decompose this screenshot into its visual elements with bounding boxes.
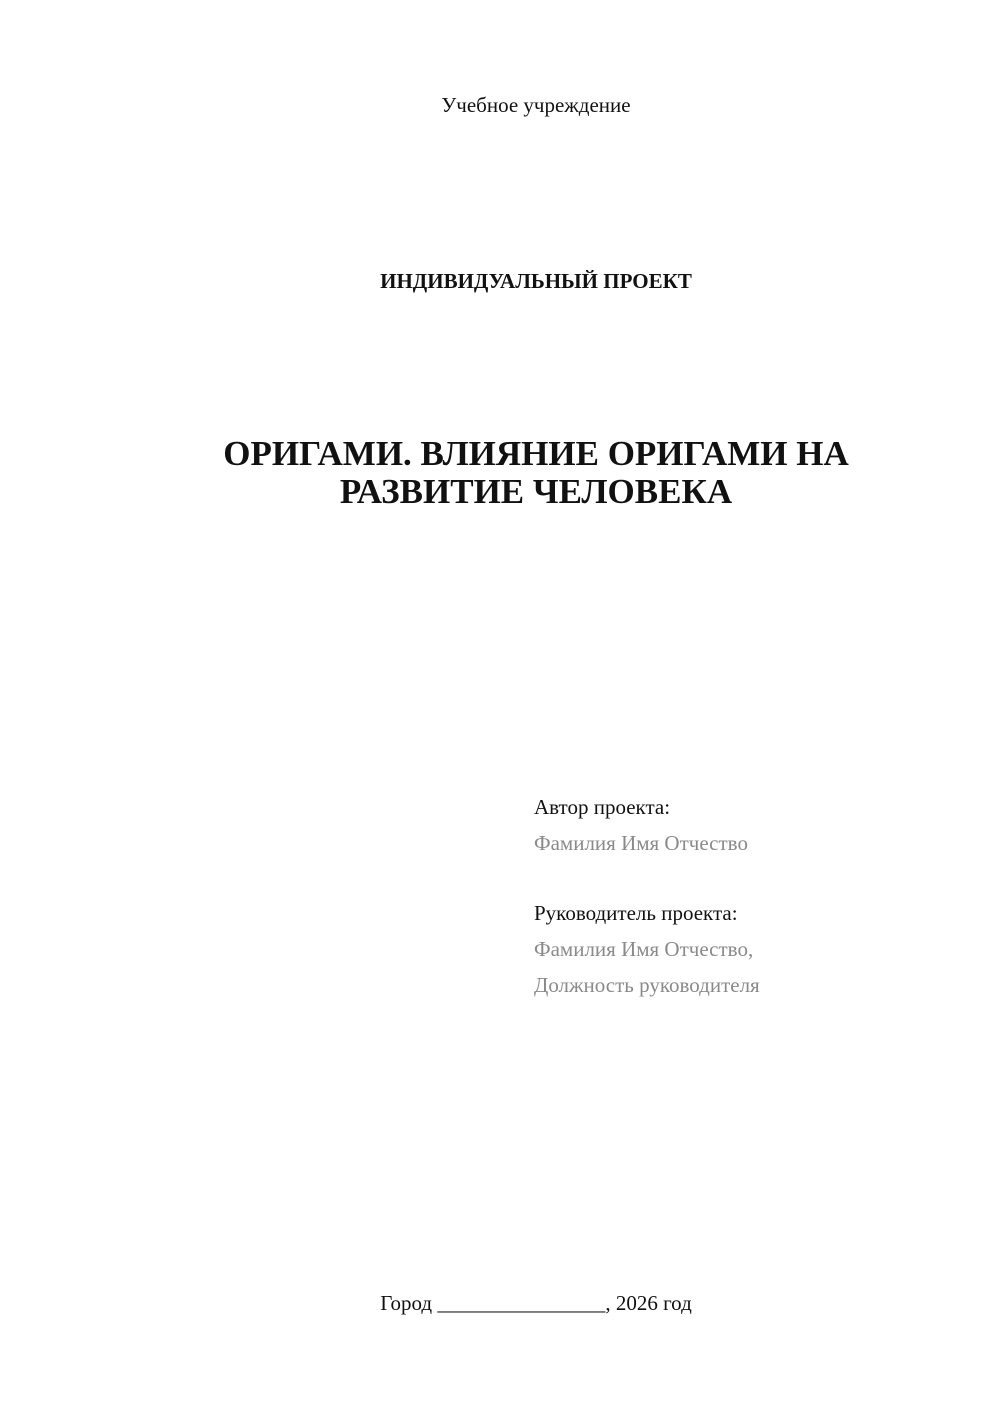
supervisor-position-placeholder: Должность руководителя — [534, 973, 760, 997]
supervisor-label: Руководитель проекта: — [534, 901, 738, 925]
project-info-block — [534, 789, 974, 1003]
supervisor-name-placeholder: Фамилия Имя Отчество, — [534, 937, 754, 961]
info-spacer — [534, 861, 974, 895]
author-name-placeholder: Фамилия Имя Отчество — [534, 831, 748, 855]
author-label: Автор проекта: — [534, 795, 671, 819]
project-title-line-1: ОРИГАМИ. ВЛИЯНИЕ ОРИГАМИ НА — [223, 434, 849, 473]
project-title — [0, 435, 1000, 511]
institution-name: Учебное учреждение — [441, 93, 631, 117]
project-title-line-2: РАЗВИТИЕ ЧЕЛОВЕКА — [339, 472, 733, 511]
project-type-heading: ИНДИВИДУАЛЬНЫЙ ПРОЕКТ — [380, 269, 692, 293]
city-year-footer: Город ________________, 2026 год — [380, 1291, 692, 1315]
